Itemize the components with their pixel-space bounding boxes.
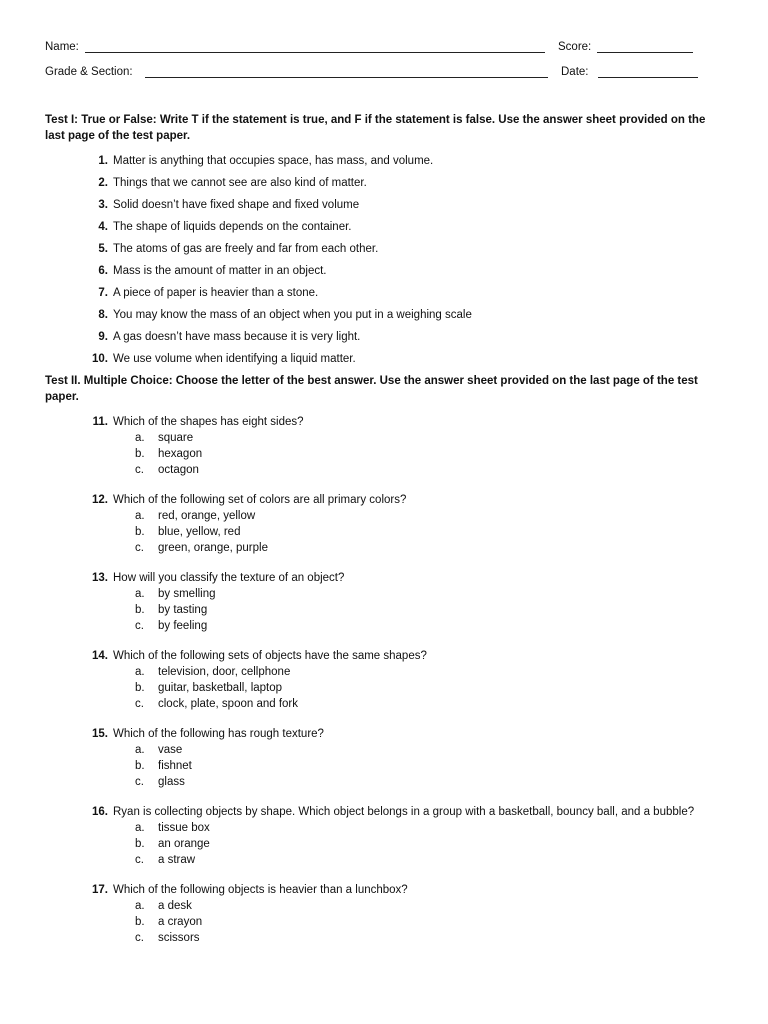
multiple-choice-list <box>45 414 725 960</box>
choice-text: fishnet <box>158 760 192 772</box>
question-number: 10. <box>92 353 108 365</box>
test1-heading: Test I: True or False: Write T if the statement is true, and F if the statement is false. Use the answer sheet provided on the last page of the test paper. <box>45 114 706 142</box>
choice-letter: b. <box>135 526 145 538</box>
answer-choice <box>45 758 725 774</box>
mc-question-stem <box>45 414 725 430</box>
choice-text: a straw <box>158 854 196 866</box>
mc-question <box>45 492 725 556</box>
choice-letter: c. <box>135 620 144 632</box>
question-text: A piece of paper is heavier than a stone. <box>113 287 319 299</box>
question-number: 14. <box>92 650 108 662</box>
mc-question-stem <box>45 804 725 820</box>
choice-letter: a. <box>135 432 145 444</box>
header-row-name <box>45 39 705 55</box>
choice-letter: b. <box>135 916 145 928</box>
tf-question <box>45 307 725 329</box>
name-blank <box>85 40 545 53</box>
choice-letter: b. <box>135 682 145 694</box>
answer-choice <box>45 508 725 524</box>
mc-question-stem <box>45 882 725 898</box>
choice-text: blue, yellow, red <box>158 526 241 538</box>
score-blank <box>597 40 693 53</box>
answer-choice <box>45 774 725 790</box>
answer-choice <box>45 930 725 946</box>
answer-choice <box>45 664 725 680</box>
choice-text: scissors <box>158 932 200 944</box>
name-label: Name: <box>45 41 79 53</box>
grade-section-label: Grade & Section: <box>45 66 133 78</box>
question-text: We use volume when identifying a liquid matter. <box>113 353 356 365</box>
choice-letter: c. <box>135 854 144 866</box>
choice-text: by smelling <box>158 588 216 600</box>
choice-letter: c. <box>135 698 144 710</box>
choice-text: a desk <box>158 900 192 912</box>
choice-list <box>45 742 725 790</box>
choice-letter: c. <box>135 542 144 554</box>
answer-choice <box>45 742 725 758</box>
question-text: The shape of liquids depends on the container. <box>113 221 352 233</box>
question-number: 16. <box>92 806 108 818</box>
mc-question <box>45 726 725 790</box>
mc-question-stem <box>45 492 725 508</box>
choice-list <box>45 898 725 946</box>
answer-choice <box>45 618 725 634</box>
answer-choice <box>45 820 725 836</box>
tf-question <box>45 197 725 219</box>
question-text: Which of the following objects is heavier than a lunchbox? <box>113 884 408 896</box>
tf-question <box>45 175 725 197</box>
choice-letter: a. <box>135 666 145 678</box>
answer-choice <box>45 540 725 556</box>
question-text: A gas doesn’t have mass because it is very light. <box>113 331 361 343</box>
answer-choice <box>45 446 725 462</box>
choice-text: hexagon <box>158 448 203 460</box>
choice-text: vase <box>158 744 183 756</box>
choice-letter: a. <box>135 822 145 834</box>
choice-text: red, orange, yellow <box>158 510 256 522</box>
answer-choice <box>45 696 725 712</box>
question-number: 4. <box>98 221 108 233</box>
answer-choice <box>45 602 725 618</box>
answer-choice <box>45 914 725 930</box>
choice-list <box>45 430 725 478</box>
choice-letter: c. <box>135 776 144 788</box>
mc-question <box>45 648 725 712</box>
question-number: 13. <box>92 572 108 584</box>
choice-letter: a. <box>135 744 145 756</box>
question-number: 5. <box>98 243 108 255</box>
choice-letter: b. <box>135 760 145 772</box>
question-number: 12. <box>92 494 108 506</box>
choice-letter: a. <box>135 588 145 600</box>
tf-question <box>45 219 725 241</box>
choice-list <box>45 586 725 634</box>
tf-question <box>45 351 725 373</box>
question-text: Mass is the amount of matter in an object. <box>113 265 327 277</box>
question-text: Things that we cannot see are also kind of matter. <box>113 177 367 189</box>
choice-letter: b. <box>135 448 145 460</box>
question-number: 8. <box>98 309 108 321</box>
question-text: Which of the following sets of objects have the same shapes? <box>113 650 427 662</box>
choice-text: square <box>158 432 194 444</box>
question-number: 2. <box>98 177 108 189</box>
question-text: The atoms of gas are freely and far from each other. <box>113 243 379 255</box>
tf-question <box>45 153 725 175</box>
answer-choice <box>45 524 725 540</box>
question-number: 1. <box>98 155 108 167</box>
answer-choice <box>45 462 725 478</box>
header-row-grade <box>45 64 705 80</box>
tf-question <box>45 329 725 351</box>
tf-question <box>45 285 725 307</box>
choice-text: television, door, cellphone <box>158 666 291 678</box>
mc-question <box>45 414 725 478</box>
true-false-list <box>45 153 725 373</box>
question-text: How will you classify the texture of an object? <box>113 572 345 584</box>
choice-letter: a. <box>135 900 145 912</box>
tf-question <box>45 241 725 263</box>
score-label: Score: <box>558 41 592 53</box>
date-label: Date: <box>561 66 589 78</box>
grade-section-blank <box>145 65 548 78</box>
answer-choice <box>45 852 725 868</box>
answer-choice <box>45 898 725 914</box>
question-number: 3. <box>98 199 108 211</box>
choice-letter: a. <box>135 510 145 522</box>
choice-list <box>45 820 725 868</box>
choice-text: green, orange, purple <box>158 542 268 554</box>
choice-letter: c. <box>135 464 144 476</box>
answer-choice <box>45 836 725 852</box>
mc-question-stem <box>45 570 725 586</box>
question-text: Which of the following has rough texture? <box>113 728 324 740</box>
question-text: Which of the following set of colors are all primary colors? <box>113 494 407 506</box>
choice-text: an orange <box>158 838 210 850</box>
choice-text: clock, plate, spoon and fork <box>158 698 298 710</box>
choice-list <box>45 508 725 556</box>
mc-question <box>45 570 725 634</box>
question-number: 7. <box>98 287 108 299</box>
answer-choice <box>45 430 725 446</box>
test2-heading: Test II. Multiple Choice: Choose the letter of the best answer. Use the answer sheet provided on the last page of the test paper. <box>45 375 698 403</box>
date-blank <box>598 65 698 78</box>
choice-letter: b. <box>135 838 145 850</box>
question-text: Solid doesn’t have fixed shape and fixed volume <box>113 199 360 211</box>
choice-text: glass <box>158 776 185 788</box>
question-text: Which of the shapes has eight sides? <box>113 416 304 428</box>
mc-question <box>45 882 725 946</box>
choice-letter: c. <box>135 932 144 944</box>
choice-text: by feeling <box>158 620 208 632</box>
question-number: 15. <box>92 728 108 740</box>
tf-question <box>45 263 725 285</box>
question-number: 17. <box>92 884 108 896</box>
choice-list <box>45 664 725 712</box>
choice-text: tissue box <box>158 822 210 834</box>
question-text: Matter is anything that occupies space, has mass, and volume. <box>113 155 434 167</box>
choice-text: a crayon <box>158 916 203 928</box>
mc-question-stem <box>45 648 725 664</box>
question-number: 9. <box>98 331 108 343</box>
answer-choice <box>45 586 725 602</box>
choice-text: octagon <box>158 464 199 476</box>
choice-letter: b. <box>135 604 145 616</box>
question-number: 11. <box>92 416 108 428</box>
question-number: 6. <box>98 265 108 277</box>
choice-text: by tasting <box>158 604 208 616</box>
choice-text: guitar, basketball, laptop <box>158 682 283 694</box>
mc-question <box>45 804 725 868</box>
mc-question-stem <box>45 726 725 742</box>
answer-choice <box>45 680 725 696</box>
question-text: You may know the mass of an object when you put in a weighing scale <box>113 309 472 321</box>
question-text: Ryan is collecting objects by shape. Which object belongs in a group with a basketball, bouncy ball, and a bubble? <box>113 806 695 818</box>
